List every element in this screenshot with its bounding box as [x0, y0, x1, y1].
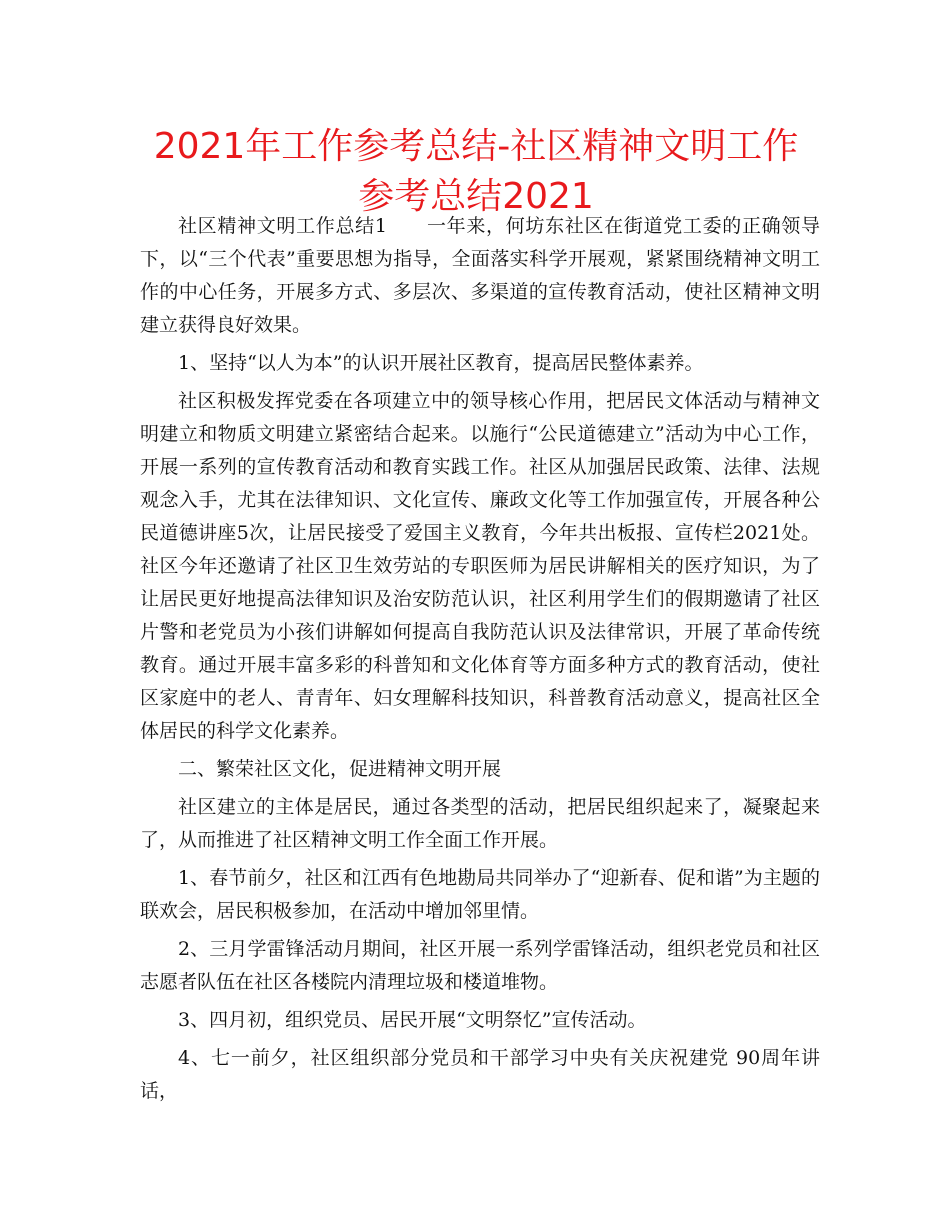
paragraph-item-3: 3、四月初，组织党员、居民开展“文明祭忆”宣传活动。 — [178, 1009, 647, 1031]
paragraph-education: 社区积极发挥党委在各项建立中的领导核心作用，把居民文体活动与精神文明建立和物质文明建立紧密结合起来。以施行“公民道德建立”活动为中心工作，开展一系列的宣传教育活动和教育实践工作。社区从加强居民政策、法律、法规观念入手，尤其在法律知识、文化宣传、廉政文化等工作加强宣传，开展各种公民道德讲座5次，让居民接受了爱国主义教育，今年共出板报、宣传栏2021处。社区今年还邀请了社区卫生效劳站的专职医师为居民讲解相关的医疗知识，为了让居民更好地提高法律知识及治安防范认识，社区利用学生们的假期邀请了社区片警和老党员为小孩们讲解如何提高自我防范认识及法律常识，开展了革命传统教育。通过开展丰富多彩的科普知和文化体育等方面多种方式的教育活动，使社区家庭中的老人、青青年、妇女理解科技知识，科普教育活动意义，提高社区全体居民的科学文化素养。 — [140, 390, 820, 742]
document-body — [140, 210, 820, 1113]
paragraph-item-4: 4、七一前夕，社区组织部分党员和干部学习中央有关庆祝建党 90周年讲话， — [140, 1047, 820, 1102]
document-title: 2021年工作参考总结-社区精神文明工作参考总结2021 — [153, 126, 799, 217]
paragraph-culture: 社区建立的主体是居民，通过各类型的活动，把居民组织起来了，凝聚起来了，从而推进了社区精神文明工作全面工作开展。 — [140, 796, 820, 851]
paragraph-intro: 社区精神文明工作总结1 一年来，何坊东社区在街道党工委的正确领导下，以“三个代表”重要思想为指导，全面落实科学开展观，紧紧围绕精神文明工作的中心任务，开展多方式、多层次、多渠道的宣传教育活动，使社区精神文明建立获得良好效果。 — [140, 215, 820, 336]
paragraph-heading-2: 二、繁荣社区文化，促进精神文明开展 — [178, 758, 502, 780]
paragraph-heading-1: 1、坚持“以人为本”的认识开展社区教育，提高居民整体素养。 — [178, 352, 704, 374]
paragraph-item-2: 2、三月学雷锋活动月期间，社区开展一系列学雷锋活动，组织老党员和社区志愿者队伍在社区各楼院内清理垃圾和楼道堆物。 — [140, 938, 820, 993]
paragraph-item-1: 1、春节前夕，社区和江西有色地勘局共同举办了“迎新春、促和谐”为主题的联欢会，居民积极参加，在活动中增加邻里情。 — [140, 867, 820, 922]
